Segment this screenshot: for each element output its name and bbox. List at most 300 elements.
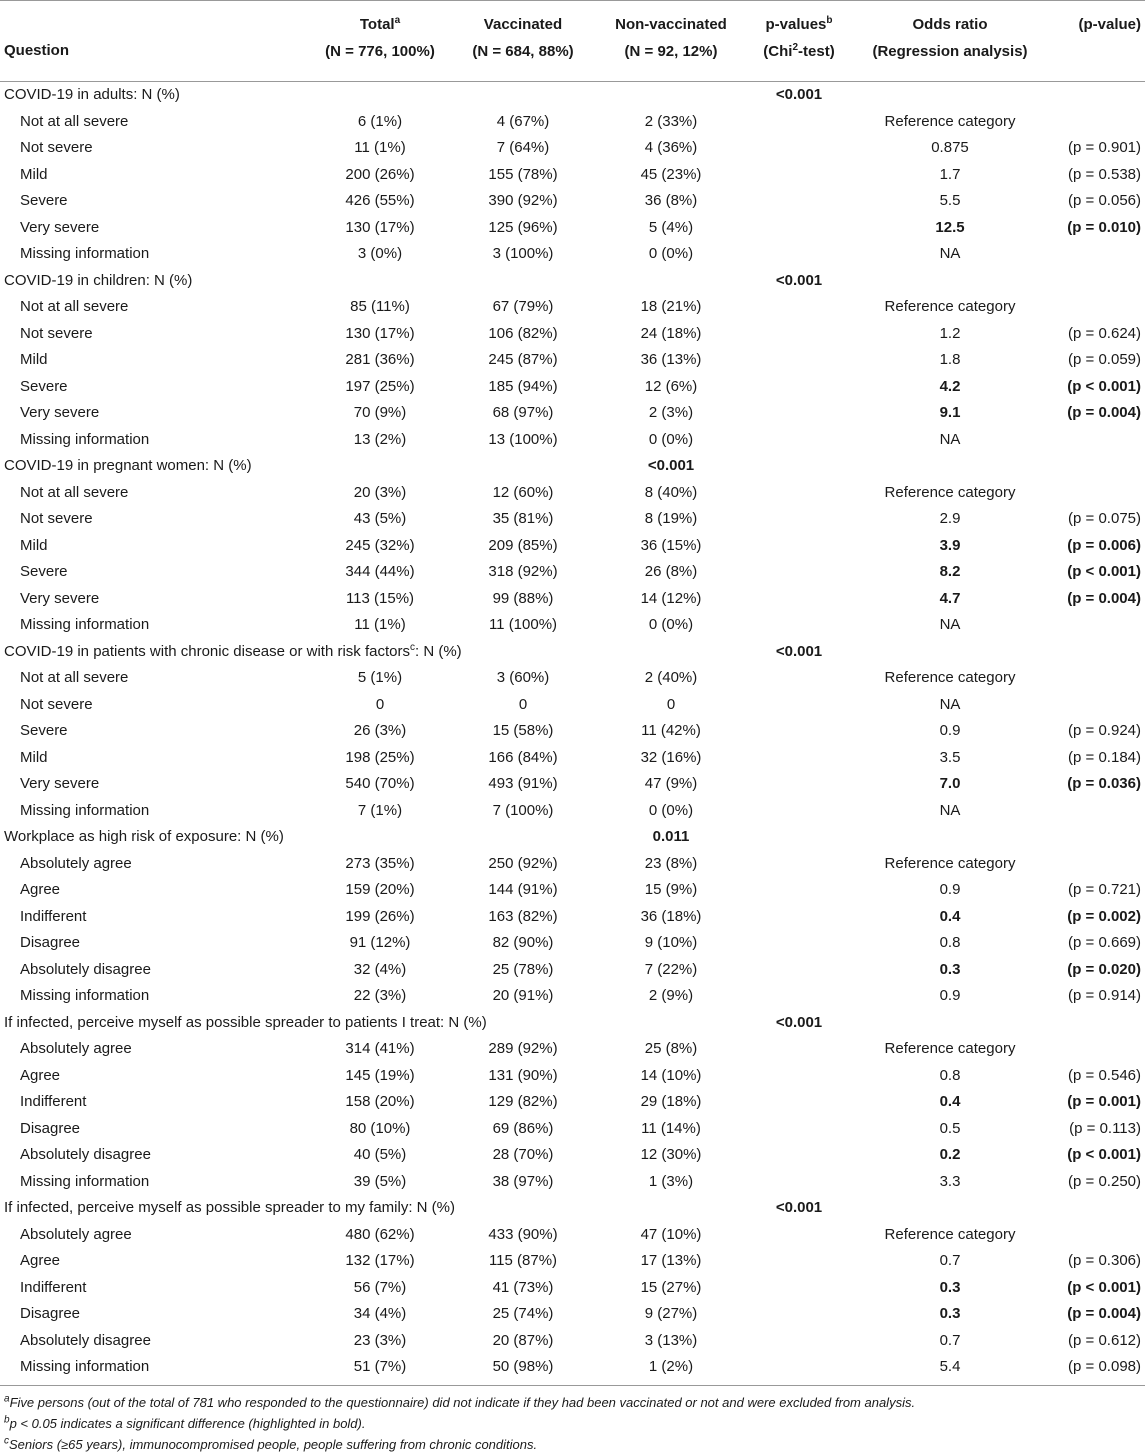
row-label: Disagree: [20, 1305, 81, 1322]
cell-regression-p-value: (p = 0.020): [1067, 960, 1141, 978]
section-row: [0, 824, 1145, 851]
table-row: [0, 851, 1145, 878]
row-label: Absolutely agree: [20, 1225, 132, 1243]
cell-regression-p-value: (p = 0.006): [1067, 536, 1141, 554]
cell-regression-p-value: (p < 0.001): [1067, 563, 1141, 580]
cell-non-vaccinated: 47 (10%): [640, 1225, 702, 1243]
cell-regression-p-value: (p = 0.250): [1068, 1172, 1141, 1190]
table-row: [0, 692, 1145, 719]
cell-non-vaccinated: 15 (27%): [640, 1278, 702, 1296]
cell-total: 132 (17%): [345, 1252, 415, 1269]
section-title: COVID-19 in children: N (%): [4, 271, 193, 289]
cell-regression-p-value: (p = 0.546): [1068, 1066, 1141, 1084]
cell-total: 197 (25%): [345, 377, 415, 395]
cell-non-vaccinated: 12 (30%): [640, 1146, 702, 1163]
footnotes: [0, 1385, 1145, 1455]
cell-total: 40 (5%): [353, 1146, 407, 1163]
cell-odds-ratio: 0.8: [939, 1066, 961, 1084]
row-label: Not at all severe: [20, 298, 129, 315]
row-label: Missing information: [20, 987, 150, 1004]
cell-total: 51 (7%): [353, 1358, 407, 1375]
row-label: Severe: [20, 192, 68, 209]
cell-total: 39 (5%): [353, 1172, 407, 1190]
cell-odds-ratio: NA: [939, 616, 961, 633]
table-row: [0, 347, 1145, 374]
cell-regression-p-value: (p = 0.306): [1068, 1252, 1141, 1269]
cell-regression-p-value: (p = 0.001): [1067, 1093, 1141, 1110]
cell-total: 130 (17%): [345, 218, 415, 236]
cell-non-vaccinated: 11 (42%): [641, 722, 701, 739]
cell-non-vaccinated: 24 (18%): [640, 324, 702, 342]
section-title: If infected, perceive myself as possible spreader to my family: N (%): [4, 1199, 455, 1216]
section-chi2-p-value: <0.001: [775, 642, 823, 660]
row-label: Missing information: [20, 245, 150, 262]
cell-non-vaccinated: 26 (8%): [644, 563, 698, 580]
cell-total: 113 (15%): [345, 589, 415, 607]
table-row: [0, 904, 1145, 931]
cell-odds-ratio: Reference category: [884, 669, 1016, 686]
cell-odds-ratio: 1.8: [939, 351, 961, 368]
cell-vaccinated: 82 (90%): [492, 934, 554, 951]
cell-regression-p-value: (p = 0.612): [1068, 1331, 1141, 1349]
header-vaccinated: Vaccinated (N = 684, 88%): [472, 16, 574, 60]
cell-odds-ratio: 0.3: [939, 1305, 961, 1322]
row-label: Very severe: [20, 218, 100, 236]
cell-non-vaccinated: 14 (12%): [640, 589, 702, 607]
cell-total: 480 (62%): [345, 1225, 415, 1243]
cell-odds-ratio: 7.0: [939, 775, 961, 792]
cell-odds-ratio: 3.3: [939, 1172, 961, 1190]
table-row: [0, 1063, 1145, 1090]
table-row: [0, 162, 1145, 189]
cell-non-vaccinated: 2 (40%): [644, 669, 698, 686]
cell-total: 70 (9%): [353, 404, 407, 421]
cell-non-vaccinated: 7 (22%): [644, 960, 698, 978]
cell-odds-ratio: 0.7: [939, 1331, 961, 1349]
cell-vaccinated: 99 (88%): [492, 589, 554, 607]
cell-vaccinated: 12 (60%): [492, 483, 554, 501]
cell-total: 198 (25%): [345, 748, 415, 766]
cell-odds-ratio: 12.5: [935, 218, 965, 236]
cell-total: 200 (26%): [345, 165, 415, 183]
row-label: Missing information: [20, 1358, 150, 1375]
cell-regression-p-value: (p = 0.075): [1068, 510, 1141, 527]
cell-non-vaccinated: 1 (3%): [648, 1172, 694, 1190]
cell-total: 85 (11%): [350, 298, 410, 315]
table-row: [0, 400, 1145, 427]
cell-regression-p-value: (p = 0.098): [1068, 1358, 1141, 1375]
footnote-b: $^b$p < 0.05 indicates a significant difference (highlighted in bold).: [4, 1414, 366, 1431]
cell-total: 426 (55%): [345, 192, 415, 209]
table-row: [0, 427, 1145, 454]
cell-vaccinated: 11 (100%): [488, 616, 558, 633]
row-label: Missing information: [20, 430, 150, 448]
cell-regression-p-value: (p < 0.001): [1067, 1278, 1141, 1296]
cell-odds-ratio: 0.4: [939, 907, 961, 925]
table-row: [0, 877, 1145, 904]
cell-regression-p-value: (p = 0.184): [1068, 748, 1141, 766]
cell-total: 245 (32%): [345, 536, 415, 554]
row-label: Absolutely agree: [20, 854, 132, 872]
section-row: [0, 639, 1145, 666]
cell-regression-p-value: (p = 0.901): [1068, 139, 1141, 156]
table-row: [0, 480, 1145, 507]
cell-odds-ratio: 0.4: [939, 1093, 961, 1110]
row-label: Mild: [20, 536, 48, 554]
table-row: [0, 1036, 1145, 1063]
cell-regression-p-value: (p = 0.538): [1068, 165, 1141, 183]
table-row: [0, 1328, 1145, 1355]
cell-total: 5 (1%): [357, 669, 403, 686]
cell-regression-p-value: (p = 0.004): [1067, 404, 1141, 421]
cell-non-vaccinated: 36 (15%): [640, 536, 702, 554]
section-row: [0, 1010, 1145, 1037]
table-body: [0, 82, 1145, 1381]
row-label: Agree: [20, 1066, 61, 1084]
cell-non-vaccinated: 17 (13%): [640, 1252, 702, 1269]
cell-odds-ratio: Reference category: [884, 483, 1016, 501]
row-label: Indifferent: [20, 907, 87, 925]
cell-odds-ratio: NA: [939, 801, 961, 819]
cell-total: 13 (2%): [353, 430, 407, 448]
table-row: [0, 1301, 1145, 1328]
row-label: Not severe: [20, 324, 93, 342]
header-question: Question: [4, 42, 70, 59]
row-label: Missing information: [20, 801, 150, 819]
cell-total: 34 (4%): [353, 1305, 407, 1322]
cell-regression-p-value: (p = 0.113): [1069, 1119, 1141, 1137]
table-row: [0, 1169, 1145, 1196]
cell-non-vaccinated: 47 (9%): [644, 775, 698, 792]
cell-non-vaccinated: 14 (10%): [640, 1066, 702, 1084]
row-label: Severe: [20, 377, 68, 395]
row-label: Agree: [20, 1252, 61, 1269]
table-row: [0, 1116, 1145, 1143]
cell-odds-ratio: 3.9: [939, 536, 961, 554]
section-chi2-p-value: <0.001: [775, 1013, 823, 1031]
cell-non-vaccinated: 8 (40%): [644, 483, 698, 501]
cell-odds-ratio: 0.7: [939, 1252, 961, 1269]
cell-odds-ratio: 3.5: [939, 748, 961, 766]
row-label: Absolutely disagree: [20, 960, 151, 978]
table-row: [0, 241, 1145, 268]
cell-total: 130 (17%): [345, 324, 415, 342]
table-row: [0, 957, 1145, 984]
cell-non-vaccinated: 32 (16%): [640, 748, 702, 766]
cell-total: 281 (36%): [345, 351, 415, 368]
cell-total: 158 (20%): [345, 1093, 415, 1110]
cell-non-vaccinated: 9 (10%): [644, 934, 698, 951]
cell-odds-ratio: 8.2: [939, 563, 961, 580]
cell-total: 32 (4%): [353, 960, 407, 978]
cell-vaccinated: 144 (91%): [488, 881, 558, 898]
cell-vaccinated: 250 (92%): [488, 854, 558, 872]
cell-vaccinated: 69 (86%): [492, 1119, 554, 1137]
cell-odds-ratio: NA: [939, 245, 961, 262]
cell-vaccinated: 25 (74%): [492, 1305, 554, 1322]
cell-vaccinated: 209 (85%): [488, 536, 558, 554]
cell-vaccinated: 41 (73%): [492, 1278, 554, 1296]
header-total: Total$^a$ (N = 776, 100%): [325, 15, 435, 60]
row-label: Mild: [20, 748, 48, 766]
cell-regression-p-value: (p = 0.004): [1067, 589, 1141, 607]
table-row: [0, 1222, 1145, 1249]
cell-vaccinated: 68 (97%): [492, 404, 554, 421]
table-row: [0, 135, 1145, 162]
section-title: Workplace as high risk of exposure: N (%): [4, 828, 284, 845]
section-chi2-p-value: <0.001: [775, 271, 823, 289]
row-label: Not severe: [20, 510, 93, 527]
cell-odds-ratio: 0.9: [939, 881, 961, 898]
cell-non-vaccinated: 11 (14%): [641, 1119, 701, 1137]
row-label: Not at all severe: [20, 112, 129, 130]
cell-odds-ratio: Reference category: [884, 112, 1016, 130]
row-label: Indifferent: [20, 1278, 87, 1296]
cell-total: 80 (10%): [349, 1119, 411, 1137]
cell-non-vaccinated: 5 (4%): [648, 218, 694, 236]
cell-vaccinated: 20 (91%): [492, 987, 554, 1004]
cell-regression-p-value: (p = 0.010): [1067, 218, 1141, 236]
cell-total: 273 (35%): [345, 854, 415, 872]
cell-odds-ratio: 1.2: [939, 324, 961, 342]
table-row: [0, 533, 1145, 560]
table-row: [0, 745, 1145, 772]
cell-total: 26 (3%): [353, 722, 407, 739]
section-title: COVID-19 in pregnant women: N (%): [4, 457, 252, 474]
cell-odds-ratio: 0.8: [939, 934, 961, 951]
cell-regression-p-value: (p < 0.001): [1067, 1146, 1141, 1163]
cell-vaccinated: 115 (87%): [488, 1252, 558, 1269]
table-header: [0, 0, 1145, 82]
section-row: [0, 1195, 1145, 1222]
table-row: [0, 374, 1145, 401]
cell-regression-p-value: (p = 0.059): [1068, 351, 1141, 368]
cell-odds-ratio: NA: [939, 430, 961, 448]
cell-non-vaccinated: 45 (23%): [640, 165, 702, 183]
cell-vaccinated: 129 (82%): [488, 1093, 558, 1110]
section-chi2-p-value: <0.001: [775, 86, 823, 103]
cell-odds-ratio: 0.2: [939, 1146, 961, 1163]
header-p-values: p-values$^b$ (Chi$^2$-test): [763, 15, 835, 60]
cell-regression-p-value: (p = 0.002): [1067, 907, 1141, 925]
cell-odds-ratio: Reference category: [884, 854, 1016, 872]
cell-regression-p-value: (p = 0.721): [1068, 881, 1141, 898]
cell-total: 23 (3%): [353, 1331, 407, 1349]
cell-non-vaccinated: 23 (8%): [644, 854, 698, 872]
table-row: [0, 215, 1145, 242]
row-label: Not at all severe: [20, 669, 129, 686]
cell-non-vaccinated: 15 (9%): [644, 881, 698, 898]
row-label: Missing information: [20, 1172, 150, 1190]
cell-odds-ratio: Reference category: [884, 1225, 1016, 1243]
row-label: Mild: [20, 165, 48, 183]
cell-regression-p-value: (p = 0.036): [1067, 775, 1141, 792]
cell-total: 91 (12%): [349, 934, 411, 951]
footnote-a: $^a$Five persons (out of the total of 781 who responded to the questionnaire) did not indicate if they had been vaccinated or not and were excluded from analysis.: [4, 1393, 916, 1410]
cell-regression-p-value: (p = 0.056): [1068, 192, 1141, 209]
cell-non-vaccinated: 0 (0%): [648, 245, 694, 262]
cell-vaccinated: 318 (92%): [488, 563, 558, 580]
cell-odds-ratio: 1.7: [939, 165, 961, 183]
cell-regression-p-value: (p < 0.001): [1067, 377, 1141, 395]
cell-regression-p-value: (p = 0.624): [1068, 324, 1141, 342]
row-label: Absolutely disagree: [20, 1146, 151, 1163]
cell-non-vaccinated: 9 (27%): [644, 1305, 698, 1322]
cell-non-vaccinated: 36 (13%): [640, 351, 702, 368]
table-row: [0, 586, 1145, 613]
cell-total: 7 (1%): [357, 801, 403, 819]
table-row: [0, 1089, 1145, 1116]
cell-total: 199 (26%): [345, 907, 415, 925]
row-label: Not severe: [20, 139, 93, 156]
cell-vaccinated: 7 (100%): [492, 801, 554, 819]
section-title: COVID-19 in patients with chronic disease or with risk factors$^c$: N (%): [4, 641, 462, 660]
table-row: [0, 612, 1145, 639]
cell-non-vaccinated: 0 (0%): [648, 801, 694, 819]
cell-odds-ratio: 0.875: [931, 139, 969, 156]
cell-non-vaccinated: 2 (33%): [644, 112, 698, 130]
cell-vaccinated: 35 (81%): [492, 510, 554, 527]
cell-odds-ratio: 0.5: [939, 1119, 961, 1137]
cell-odds-ratio: NA: [939, 695, 961, 713]
cell-non-vaccinated: 29 (18%): [640, 1093, 702, 1110]
table-row: [0, 1248, 1145, 1275]
section-row: [0, 453, 1145, 480]
cell-total: 43 (5%): [353, 510, 407, 527]
cell-vaccinated: 50 (98%): [492, 1358, 554, 1375]
cell-vaccinated: 38 (97%): [492, 1172, 554, 1190]
cell-total: 3 (0%): [357, 245, 403, 262]
table-row: [0, 506, 1145, 533]
row-label: Very severe: [20, 589, 100, 607]
section-chi2-p-value: <0.001: [647, 457, 695, 474]
cell-non-vaccinated: 0: [666, 695, 676, 713]
cell-regression-p-value: (p = 0.924): [1068, 722, 1141, 739]
row-label: Absolutely disagree: [20, 1331, 151, 1349]
cell-vaccinated: 245 (87%): [488, 351, 558, 368]
cell-non-vaccinated: 2 (3%): [648, 404, 694, 421]
cell-vaccinated: 3 (100%): [492, 245, 554, 262]
cell-vaccinated: 3 (60%): [496, 669, 550, 686]
section-row: [0, 82, 1145, 109]
cell-non-vaccinated: 36 (18%): [640, 907, 702, 925]
row-label: Not severe: [20, 695, 93, 713]
section-title: If infected, perceive myself as possible spreader to patients I treat: N (%): [4, 1013, 487, 1031]
table-row: [0, 559, 1145, 586]
header-regression-p-value: (p-value): [1078, 16, 1141, 33]
cell-total: 159 (20%): [345, 881, 415, 898]
cell-vaccinated: 125 (96%): [488, 218, 558, 236]
cell-total: 22 (3%): [353, 987, 407, 1004]
row-label: Not at all severe: [20, 483, 129, 501]
table-row: [0, 294, 1145, 321]
cell-regression-p-value: (p = 0.914): [1068, 987, 1141, 1004]
cell-total: 344 (44%): [345, 563, 415, 580]
cell-total: 145 (19%): [345, 1066, 415, 1084]
section-chi2-p-value: 0.011: [652, 828, 690, 845]
cell-vaccinated: 20 (87%): [492, 1331, 554, 1349]
header-odds-ratio: Odds ratio (Regression analysis): [872, 16, 1028, 60]
cell-vaccinated: 163 (82%): [488, 907, 558, 925]
cell-non-vaccinated: 18 (21%): [640, 298, 702, 315]
row-label: Indifferent: [20, 1093, 87, 1110]
cell-vaccinated: 15 (58%): [492, 722, 554, 739]
table-row: [0, 321, 1145, 348]
row-label: Very severe: [20, 404, 100, 421]
cell-total: 20 (3%): [353, 483, 407, 501]
cell-vaccinated: 67 (79%): [492, 298, 554, 315]
table-row: [0, 930, 1145, 957]
table-row: [0, 771, 1145, 798]
cell-regression-p-value: (p = 0.004): [1067, 1305, 1141, 1322]
cell-total: 6 (1%): [357, 112, 403, 130]
cell-non-vaccinated: 36 (8%): [644, 192, 698, 209]
cell-non-vaccinated: 0 (0%): [648, 616, 694, 633]
cell-non-vaccinated: 2 (9%): [648, 987, 694, 1004]
cell-total: 0: [375, 695, 385, 713]
cell-regression-p-value: (p = 0.669): [1068, 934, 1141, 951]
cell-odds-ratio: 4.7: [939, 589, 961, 607]
cell-non-vaccinated: 3 (13%): [644, 1331, 698, 1349]
cell-vaccinated: 13 (100%): [488, 430, 558, 448]
cell-vaccinated: 28 (70%): [492, 1146, 554, 1163]
cell-vaccinated: 25 (78%): [492, 960, 554, 978]
row-label: Absolutely agree: [20, 1040, 132, 1057]
cell-odds-ratio: 0.9: [939, 987, 961, 1004]
cell-vaccinated: 131 (90%): [488, 1066, 558, 1084]
row-label: Very severe: [20, 775, 100, 792]
table-row: [0, 983, 1145, 1010]
row-label: Severe: [20, 722, 68, 739]
table-row: [0, 1275, 1145, 1302]
row-label: Mild: [20, 351, 48, 368]
cell-total: 11 (1%): [354, 616, 406, 633]
cell-vaccinated: 106 (82%): [488, 324, 558, 342]
table-row: [0, 665, 1145, 692]
cell-vaccinated: 390 (92%): [488, 192, 558, 209]
cell-odds-ratio: 5.5: [939, 192, 961, 209]
row-label: Severe: [20, 563, 68, 580]
cell-non-vaccinated: 12 (6%): [644, 377, 698, 395]
table-row: [0, 188, 1145, 215]
section-chi2-p-value: <0.001: [775, 1199, 823, 1216]
cell-vaccinated: 185 (94%): [488, 377, 558, 395]
cell-total: 11 (1%): [354, 139, 406, 156]
cell-total: 314 (41%): [345, 1040, 415, 1057]
cell-odds-ratio: 0.3: [939, 960, 961, 978]
table-row: [0, 1354, 1145, 1381]
cell-odds-ratio: 2.9: [939, 510, 961, 527]
table-row: [0, 798, 1145, 825]
table-row: [0, 109, 1145, 136]
table-row: [0, 1142, 1145, 1169]
cell-odds-ratio: Reference category: [884, 1040, 1016, 1057]
row-label: Missing information: [20, 616, 150, 633]
cell-odds-ratio: 5.4: [939, 1358, 961, 1375]
section-title: COVID-19 in adults: N (%): [4, 86, 180, 103]
row-label: Disagree: [20, 934, 81, 951]
cell-odds-ratio: 4.2: [939, 377, 961, 395]
row-label: Agree: [20, 881, 61, 898]
header-non-vaccinated: Non-vaccinated (N = 92, 12%): [615, 16, 727, 60]
cell-vaccinated: 433 (90%): [488, 1225, 558, 1243]
cell-non-vaccinated: 4 (36%): [644, 139, 698, 156]
row-label: Disagree: [20, 1119, 81, 1137]
cell-total: 56 (7%): [353, 1278, 407, 1296]
cell-vaccinated: 289 (92%): [488, 1040, 558, 1057]
cell-non-vaccinated: 0 (0%): [648, 430, 694, 448]
cell-vaccinated: 7 (64%): [496, 139, 550, 156]
